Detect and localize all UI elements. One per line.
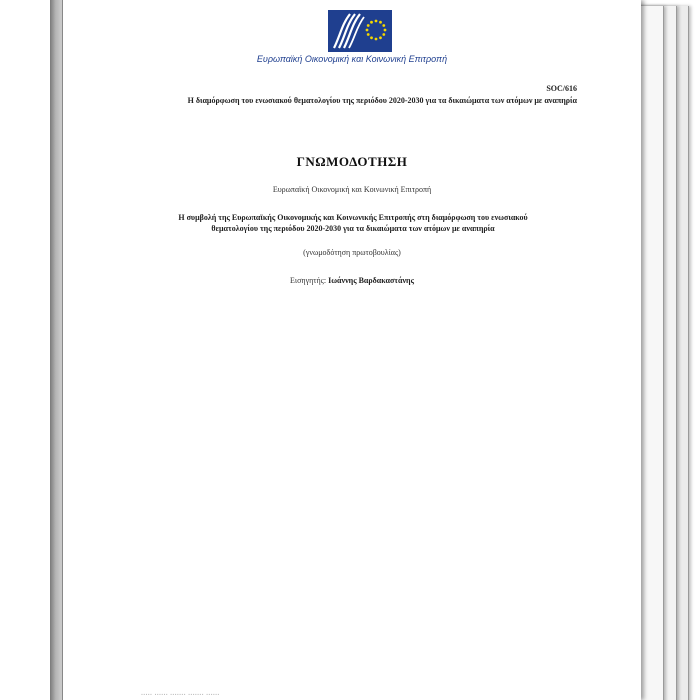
- document-reference: SOC/616: [546, 84, 577, 93]
- contribution-text: Η συμβολή της Ευρωπαϊκής Οικονομικής και Κοινωνικής Επιτροπής στη διαμόρφωση του ενωσιακού θεματολογίου της περιόδου 2020-2030 για τα δικαιώματα των ατόμων με αναπηρία: [178, 213, 528, 233]
- footer-text: ..... ...... ....... ....... ......: [141, 690, 220, 697]
- document-subject: Η διαμόρφωση του ενωσιακού θεματολογίου της περιόδου 2020-2030 για τα δικαιώματα των ατόμων με αναπηρία: [187, 96, 577, 105]
- committee-name: Ευρωπαϊκή Οικονομική και Κοινωνική Επιτροπή: [272, 185, 432, 194]
- opinion-type: (γνωμοδότηση πρωτοβουλίας): [303, 248, 401, 257]
- rapporteur-line: [63, 276, 641, 285]
- rapporteur-name: Ιωάννης Βαρδακαστάνης: [328, 276, 414, 285]
- rapporteur-label: Εισηγητής:: [290, 276, 327, 285]
- organisation-name: Ευρωπαϊκή Οικονομική και Κοινωνική Επιτροπή: [256, 54, 448, 64]
- eesc-logo-icon: [328, 10, 392, 52]
- front-page: [62, 0, 641, 700]
- document-title: ΓΝΩΜΟΔΟΤΗΣΗ: [296, 154, 408, 169]
